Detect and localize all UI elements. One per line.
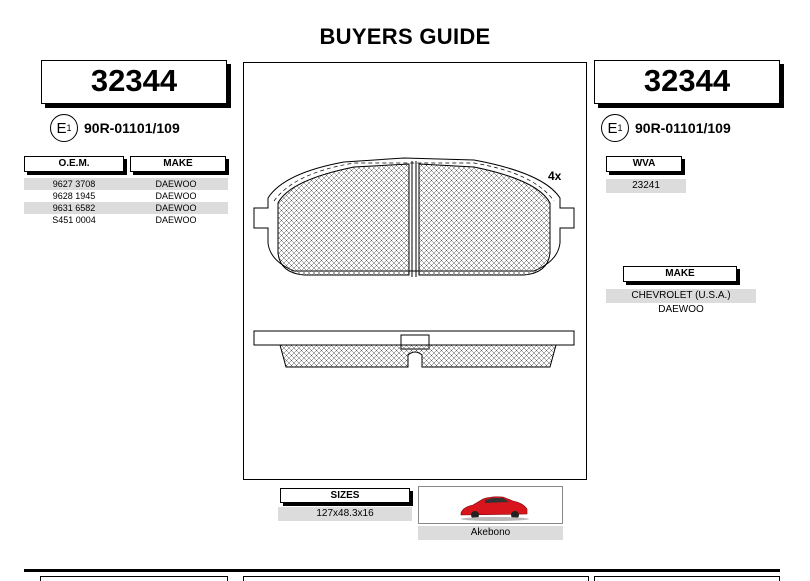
part-number-left: 32344 <box>90 63 178 98</box>
quantity-label: 4x <box>548 169 562 183</box>
oem-header: O.E.M. <box>24 156 124 172</box>
next-box-right <box>594 576 780 581</box>
make-cell: DAEWOO <box>155 179 197 189</box>
e-mark-letter: E <box>607 119 618 137</box>
make-row: CHEVROLET (U.S.A.) <box>606 289 756 303</box>
next-box-left <box>40 576 228 581</box>
make-cell: DAEWOO <box>155 203 197 213</box>
sizes-header: SIZES <box>280 488 410 503</box>
technical-drawing-frame <box>243 62 587 480</box>
part-number-box-right <box>594 60 780 104</box>
oem-cell: S451 0004 <box>52 215 96 225</box>
make-row: DAEWOO <box>658 304 704 315</box>
table-row <box>24 214 228 226</box>
table-row <box>24 202 228 214</box>
approval-mark-right <box>601 114 731 142</box>
e-mark-icon <box>50 114 78 142</box>
make-table <box>606 289 756 317</box>
oem-cell: 9631 6582 <box>52 203 96 213</box>
car-icon <box>419 487 562 523</box>
approval-code-left: 90R-01101/109 <box>84 120 180 136</box>
e-mark-letter: E <box>56 119 67 137</box>
table-row <box>24 190 228 202</box>
side-view-friction <box>280 345 556 367</box>
table-row <box>24 178 228 190</box>
vehicle-caption: Akebono <box>418 526 563 540</box>
make-cell: DAEWOO <box>155 215 197 225</box>
sizes-value: 127x48.3x16 <box>278 507 412 521</box>
oem-cell: 9627 3708 <box>52 179 96 189</box>
make-header-right: MAKE <box>623 266 737 282</box>
part-number-box-left <box>41 60 227 104</box>
wva-header: WVA <box>606 156 682 172</box>
make-header-left: MAKE <box>130 156 226 172</box>
make-cell: DAEWOO <box>155 191 197 201</box>
approval-code-right: 90R-01101/109 <box>635 120 731 136</box>
e-mark-icon <box>601 114 629 142</box>
next-box-center <box>243 576 589 581</box>
oem-table <box>24 178 228 226</box>
part-number-right: 32344 <box>643 63 731 98</box>
page-divider <box>24 569 780 572</box>
vehicle-image <box>418 486 563 524</box>
brake-pad-drawing <box>244 63 585 478</box>
e-mark-number: 1 <box>617 123 623 133</box>
wva-value: 23241 <box>606 179 686 193</box>
e-mark-number: 1 <box>66 123 72 133</box>
page-title: BUYERS GUIDE <box>319 24 491 49</box>
oem-cell: 9628 1945 <box>52 191 96 201</box>
approval-mark-left <box>50 114 180 142</box>
